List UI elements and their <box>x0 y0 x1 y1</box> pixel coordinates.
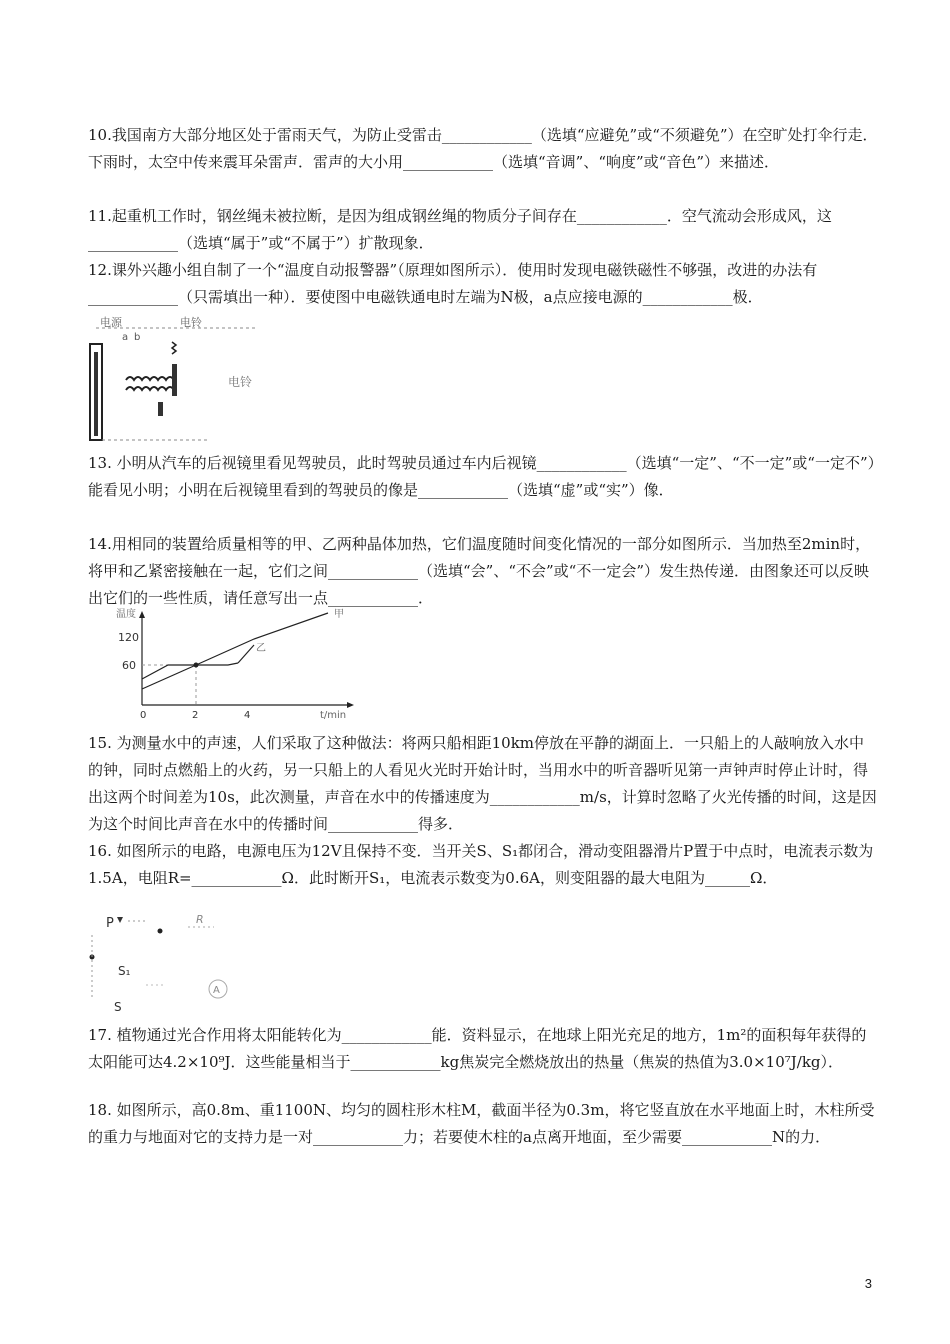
x-tick-4: 4 <box>244 710 251 720</box>
series-jia-line <box>142 613 328 689</box>
question-11: 11.起重机工作时，钢丝绳未被拉断，是因为组成钢丝绳的物质分子间存在____________．空气流动会形成风，这____________（选填“属于”或“不属于”）扩散现象． <box>88 207 832 252</box>
question-17: 17. 植物通过光合作用将太阳能转化为____________能．资料显示，在地球上阳光充足的地方，1m²的面积每年获得的太阳能可达4.2×10⁹J．这些能量相当于____________kg焦炭完全燃烧放出的热量（焦炭的热值为3.0×10⁷J/kg）． <box>88 1026 867 1071</box>
circuit-figure <box>88 905 248 1017</box>
point-b-label: b <box>134 332 141 343</box>
bell-label: 电铃 <box>180 316 202 329</box>
x-tick-0: 0 <box>140 710 147 720</box>
temperature-time-graph <box>88 605 363 720</box>
resistor-r-label: R <box>196 913 204 926</box>
y-tick-120: 120 <box>118 631 139 644</box>
question-15: 15. 为测量水中的声速，人们采取了这种做法：将两只船相距10km停放在平静的湖面上．一只船上的人敲响放入水中的钟，同时点燃船上的火药，另一只船上的人看见火光时开始计时，当用水中的听音器听见第一声钟声时停止计时，得出这两个时间差为10s，此次测量，声音在水中的传播速度为____________m/s，计算时忽略了火光传播的时间，这是因为这个时间比声音在水中的传播时间____________得多． <box>88 734 877 833</box>
switch-s-label: S <box>114 1000 122 1014</box>
point-a-label: a <box>122 332 129 343</box>
question-18: 18. 如图所示，高0.8m、重1100N、均匀的圆柱形木柱M，截面半径为0.3m，将它竖直放在水平地面上时，木柱所受的重力与地面对它的支持力是一对____________力；若要使木柱的a点离开地面，至少需要____________N的力． <box>88 1101 875 1146</box>
switch-s1-label: S₁ <box>118 964 131 978</box>
y-axis-label: 温度 <box>116 609 136 620</box>
question-13: 13. 小明从汽车的后视镜里看见驾驶员，此时驾驶员通过车内后视镜____________（选填“一定”、“不一定”或“一定不”）能看见小明；小明在后视镜里看到的驾驶员的像是____________（选填“虚”或“实”）像． <box>88 454 876 499</box>
slider-p-label: P <box>106 916 114 931</box>
question-10: 10.我国南方大部分地区处于雷雨天气，为防止受雷击____________（选填“应避免”或“不须避免”）在空旷处打伞行走．下雨时，太空中传来震耳朵雷声．雷声的大小用____________（选填“音调”、“响度”或“音色”）来描述． <box>88 126 878 171</box>
power-source-label: 电源 <box>100 316 122 329</box>
question-16: 16. 如图所示的电路，电源电压为12V且保持不变．当开关S、S₁都闭合，滑动变阻器滑片P置于中点时，电流表示数为1.5A，电阻R=____________Ω．此时断开S₁，电流表示数变为0.6A，则变阻器的最大电阻为______Ω． <box>88 842 874 887</box>
series-yi-label: 乙 <box>256 643 266 654</box>
x-tick-2: 2 <box>192 710 199 720</box>
y-tick-60: 60 <box>122 659 136 672</box>
ammeter-label: A <box>213 985 220 996</box>
page-number: 3 <box>864 1276 872 1291</box>
question-12: 12.课外兴趣小组自制了一个“温度自动报警器”（原理如图所示）．使用时发现电磁铁磁性不够强，改进的办法有____________（只需填出一种）．要使图中电磁铁通电时左端为N极，a点应接电源的____________极． <box>88 261 818 306</box>
series-jia-label: 甲 <box>334 609 344 620</box>
alarm-circuit-figure <box>88 312 278 444</box>
bell-label-right: 电铃 <box>228 375 253 389</box>
question-14: 14.用相同的装置给质量相等的甲、乙两种晶体加热，它们温度随时间变化情况的一部分如图所示．当加热至2min时，将甲和乙紧密接触在一起，它们之间____________（选填“会”、“不会”或“不一定会”）发生热传递．由图象还可以反映出它们的一些性质，请任意写出一点____________． <box>88 535 871 607</box>
x-axis-label: t/min <box>320 710 347 720</box>
